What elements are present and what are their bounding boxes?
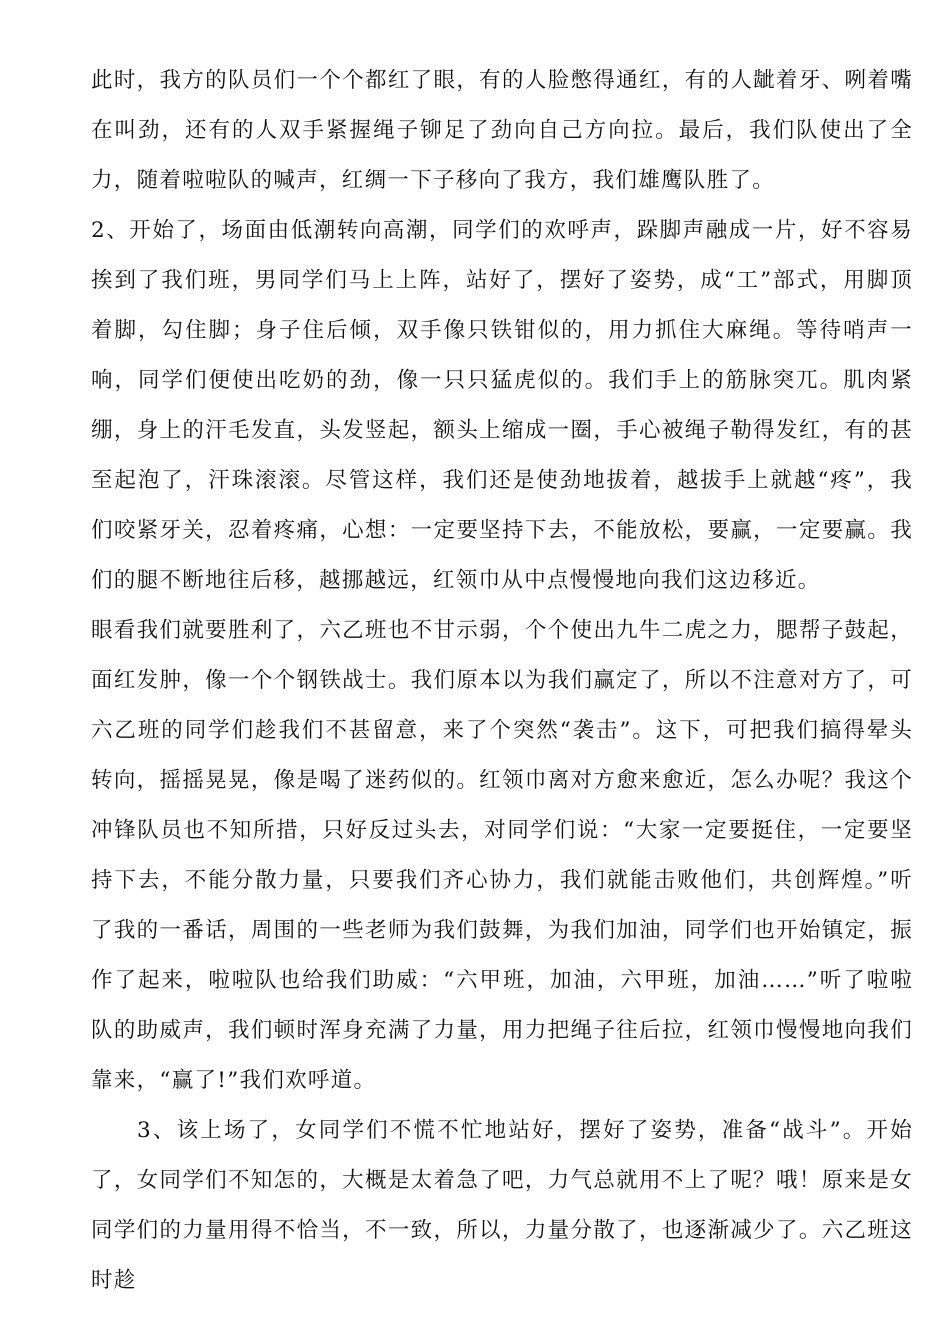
paragraph-comeback: 眼看我们就要胜利了，六乙班也不甘示弱，个个使出九牛二虎之力，腮帮子鼓起，面红发肿，像一个个钢铁战士。我们原本以为我们赢定了，所以不注意对方了，可六乙班的同学们趁我们不甚留意，来了个突然“袭击”。这下，可把我们搞得晕头转向，摇摇晃晃，像是喝了迷药似的。红领巾离对方愈来愈近，怎么办呢？我这个冲锋队员也不知所措，只好反过头去，对同学们说：“大家一定要挺住，一定要坚持下去，不能分散力量，只要我们齐心协力，我们就能击败他们，共创辉煌。”听了我的一番话，周围的一些老师为我们鼓舞，为我们加油，同学们也开始镇定，振作了起来，啦啦队也给我们助威：“六甲班，加油，六甲班，加油……”听了啦啦队的助威声，我们顿时浑身充满了力量，用力把绳子往后拉，红领巾慢慢地向我们靠来，“赢了!”我们欢呼道。 — [91, 618, 913, 1093]
paragraph-2-boys-match: 2、开始了，场面由低潮转向高潮，同学们的欢呼声，跺脚声融成一片，好不容易挨到了我们班，男同学们马上上阵，站好了，摆好了姿势，成“工”部式，用脚顶着脚，勾住脚；身子住后倾，双手像只铁钳似的，用力抓住大麻绳。等待哨声一响，同学们便使出吃奶的劲，像一只只猛虎似的。我们手上的筋脉突兀。肌肉紧绷，身上的汗毛发直，头发竖起，额头上缩成一圈，手心被绳子勒得发红，有的甚至起泡了，汗珠滚滚。尽管这样，我们还是使劲地拔着，越拔手上就越“疼”，我们咬紧牙关，忍着疼痛，心想：一定要坚持下去，不能放松，要赢，一定要赢。我们的腿不断地往后移，越挪越远，红领巾从中点慢慢地向我们这边移近。 — [91, 218, 913, 593]
document-body — [91, 56, 913, 1306]
paragraph-3-girls-match: 3、该上场了，女同学们不慌不忙地站好，摆好了姿势，准备“战斗”。开始了，女同学们不知怎的，大概是太着急了吧，力气总就用不上了呢？哦！原来是女同学们的力量用得不恰当，不一致，所以，力量分散了，也逐渐减少了。六乙班这时趁 — [91, 1118, 913, 1293]
paragraph-victory: 此时，我方的队员们一个个都红了眼，有的人脸憋得通红，有的人龇着牙、咧着嘴在叫劲，还有的人双手紧握绳子铆足了劲向自己方向拉。最后，我们队使出了全力，随着啦啦队的喊声，红绸一下子移向了我方，我们雄鹰队胜了。 — [91, 68, 913, 193]
